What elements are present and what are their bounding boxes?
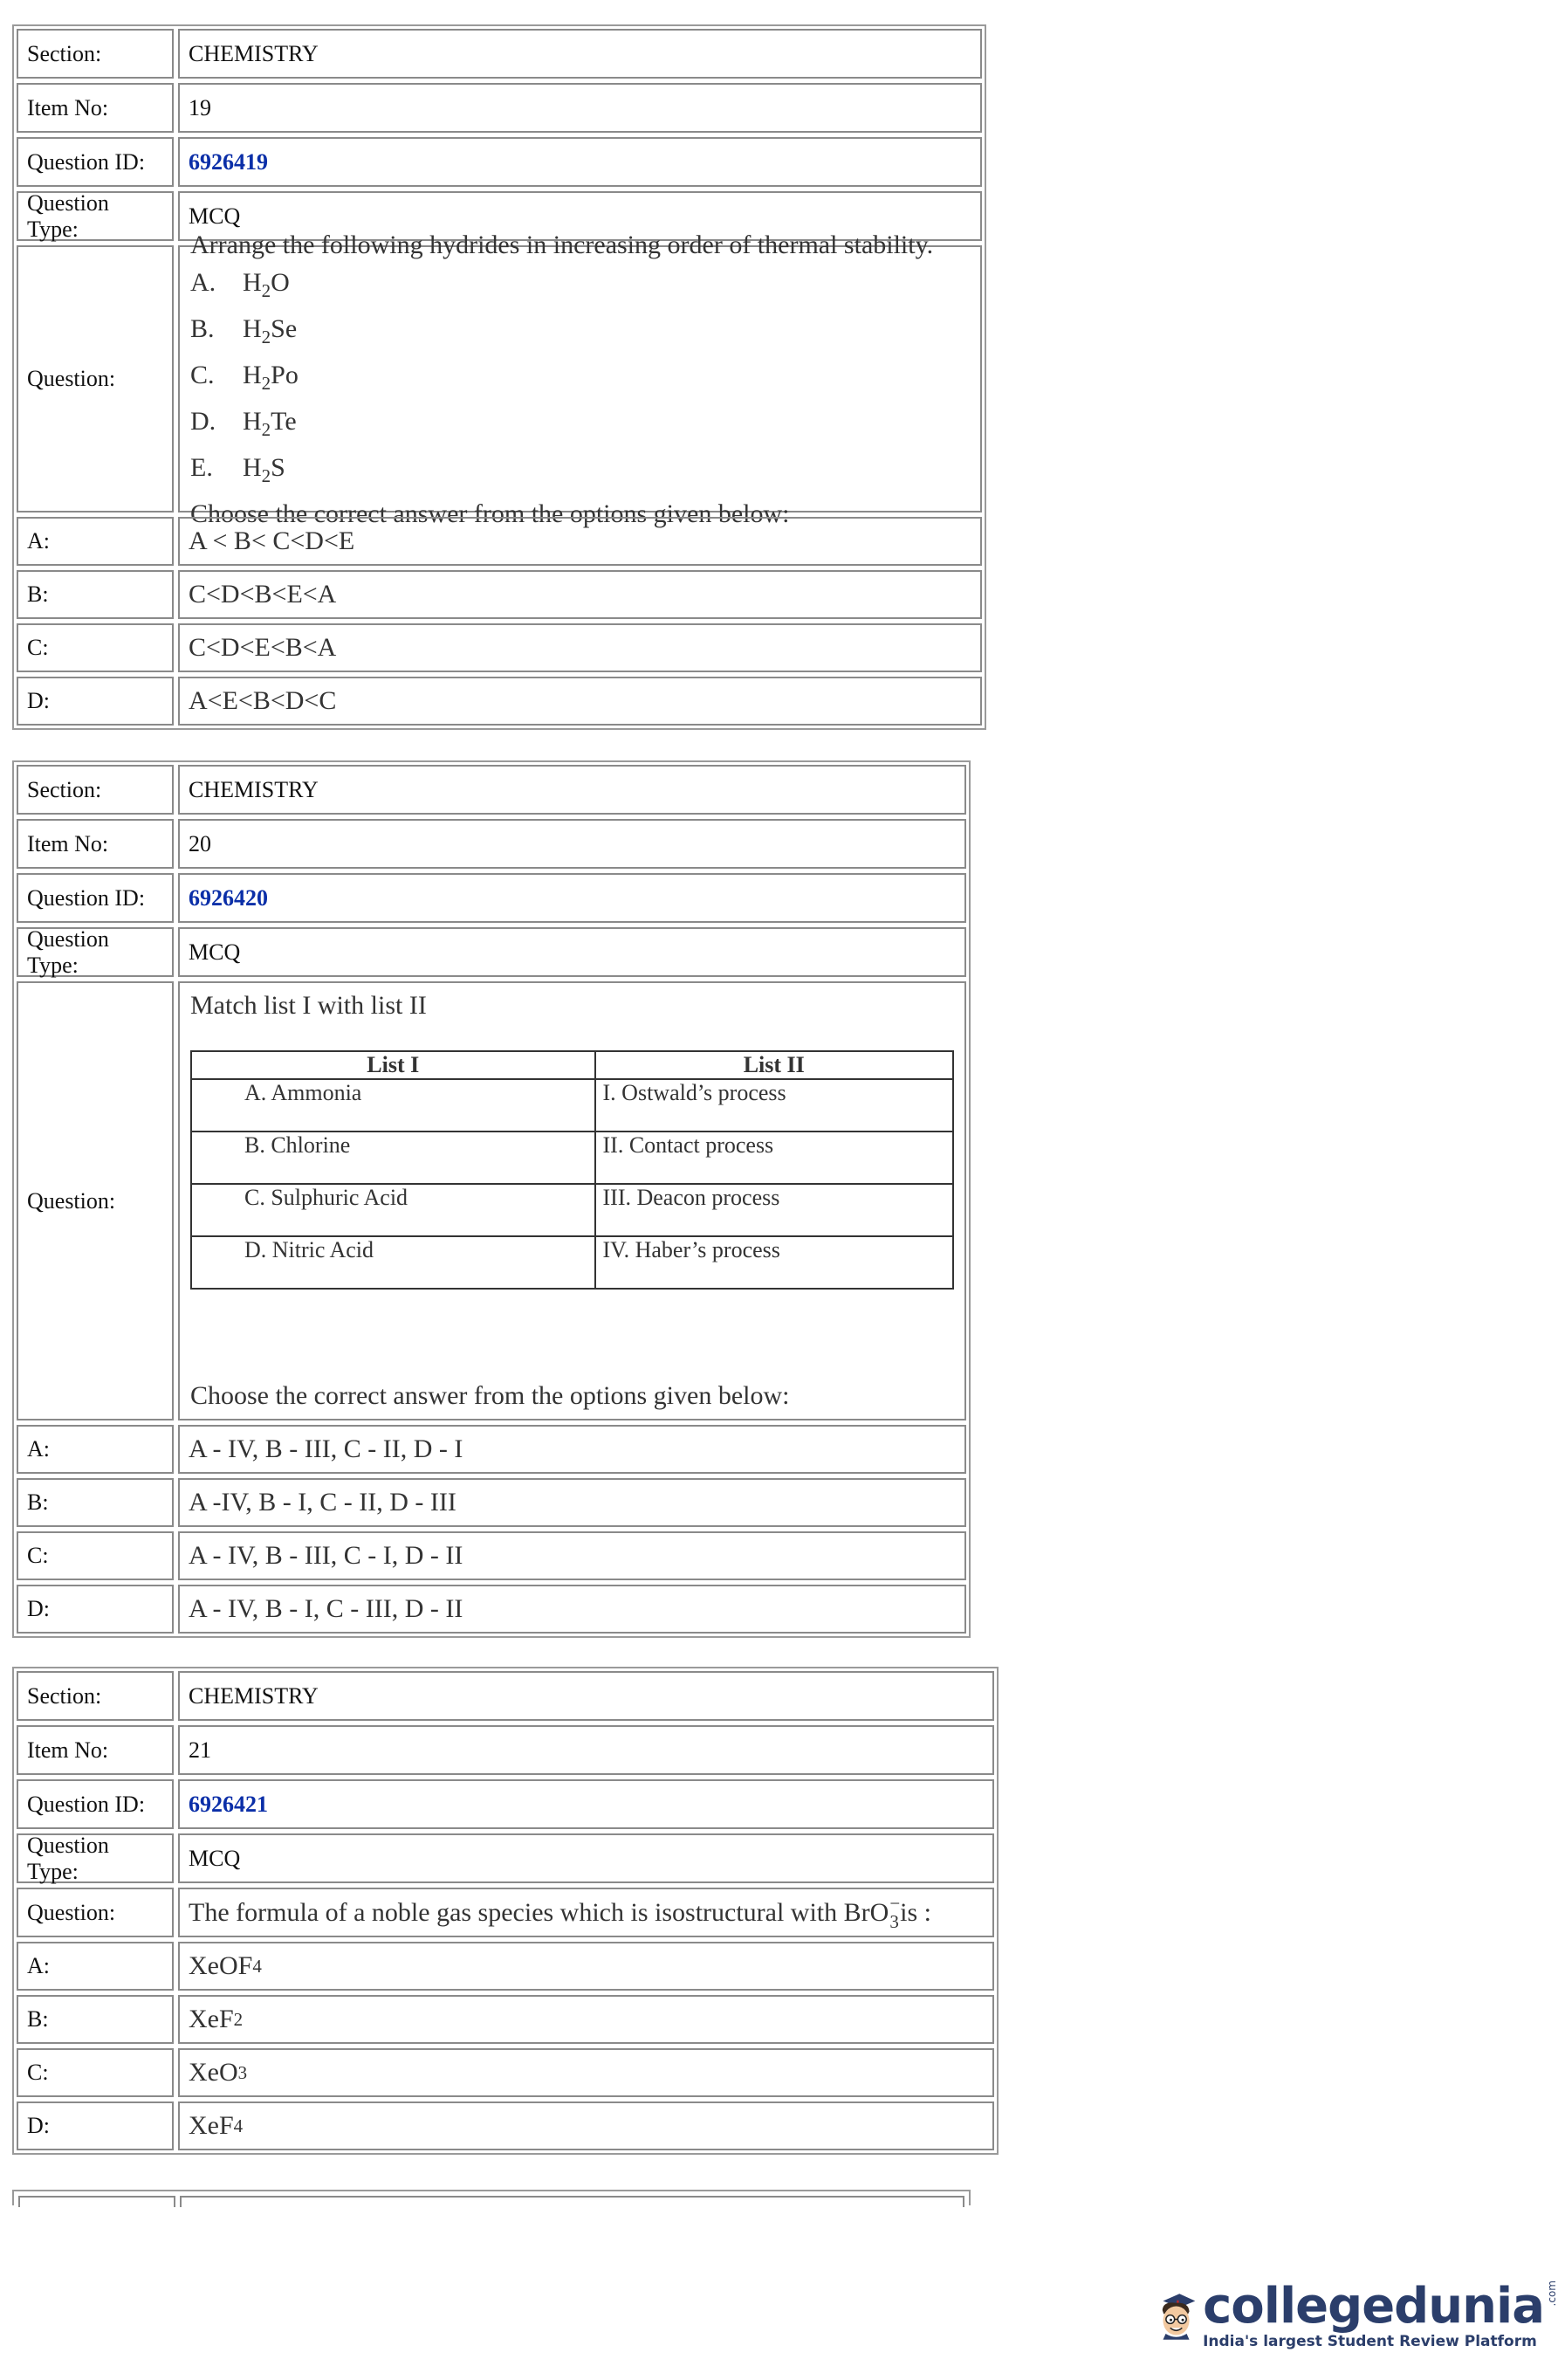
section-label: Section: <box>17 29 174 79</box>
question-card-20 <box>12 760 971 1638</box>
question-text <box>178 230 982 528</box>
table-row <box>191 1079 953 1132</box>
match-list-table <box>190 1050 954 1290</box>
question-id-value: 6926420 <box>178 873 966 923</box>
option-c-label: C: <box>17 623 174 672</box>
item-no-value: 19 <box>178 83 982 133</box>
question-item: B. $H_2Se$ <box>190 313 298 347</box>
question-id-label: Question ID: <box>17 873 174 923</box>
option-a-value: A < B< C<D<E <box>178 517 982 566</box>
question-type-value: MCQ <box>178 927 966 977</box>
brand-com: .com <box>1546 2280 1558 2307</box>
option-c-label: C: <box>17 1531 174 1580</box>
question-id-label: Question ID: <box>17 1779 174 1829</box>
section-label: Section: <box>17 1671 174 1721</box>
option-b-value: A -IV, B - I, C - II, D - III <box>178 1478 966 1527</box>
question-card-21 <box>12 1667 999 2155</box>
question-intro: Match list I with list II <box>190 991 427 1020</box>
list-cell: III. Deacon process <box>595 1184 953 1236</box>
option-c-value: XeO 3 <box>178 2048 994 2097</box>
section-value: CHEMISTRY <box>178 1671 994 1721</box>
item-no-value: 21 <box>178 1725 994 1775</box>
item-no-value: 20 <box>178 819 966 869</box>
option-d-value: XeF 4 <box>178 2101 994 2150</box>
option-c-value: A - IV, B - III, C - I, D - II <box>178 1531 966 1580</box>
list-cell: II. Contact process <box>595 1132 953 1184</box>
option-d-label: D: <box>17 677 174 726</box>
collegedunia-logo <box>1156 2251 1558 2380</box>
option-b-value: C<D<B<E<A <box>178 570 982 619</box>
brand-name: collegedunia <box>1203 2278 1544 2335</box>
section-value: CHEMISTRY <box>178 765 966 815</box>
option-b-label: B: <box>17 1478 174 1527</box>
option-b-value: XeF 2 <box>178 1995 994 2044</box>
question-type-value: MCQ <box>178 191 982 241</box>
option-b-label: B: <box>17 1995 174 2044</box>
question-id-value: 6926421 <box>178 1779 994 1829</box>
section-label: Section: <box>17 765 174 815</box>
table-row <box>191 1236 953 1289</box>
mascot-icon <box>1156 2251 1196 2380</box>
next-question-card-partial <box>12 2190 971 2205</box>
question-item: C. $H_2Po$ <box>190 360 299 394</box>
option-a-value: A - IV, B - III, C - II, D - I <box>178 1425 966 1474</box>
option-a-value: XeOF 4 <box>178 1942 994 1991</box>
question-type-label: Question Type: <box>17 927 174 977</box>
question-text: The formula of a noble gas species which is isostructural with BrO − 3 is : <box>178 1888 994 1937</box>
option-b-label: B: <box>17 570 174 619</box>
list-cell: C. Sulphuric Acid <box>191 1184 595 1236</box>
option-d-label: D: <box>17 1585 174 1634</box>
question-label: Question: <box>17 1888 174 1937</box>
question-type-value: MCQ <box>178 1833 994 1883</box>
option-d-label: D: <box>17 2101 174 2150</box>
question-outro: Choose the correct answer from the options given below: <box>190 1381 790 1410</box>
section-value: CHEMISTRY <box>178 29 982 79</box>
list-cell: B. Chlorine <box>191 1132 595 1184</box>
list-cell: I. Ostwald’s process <box>595 1079 953 1132</box>
item-no-label: Item No: <box>17 83 174 133</box>
question-outro: Choose the correct answer from the options given below: <box>190 499 790 528</box>
item-no-label: Item No: <box>17 1725 174 1775</box>
question-id-value: 6926419 <box>178 137 982 187</box>
option-d-value: A<E<B<D<C <box>178 677 982 726</box>
question-item: A. $H_2O$ <box>190 267 290 301</box>
list-header: List I <box>191 1051 595 1079</box>
list-header: List II <box>595 1051 953 1079</box>
question-item: E. $H_2S$ <box>190 452 285 486</box>
partial-label-cell <box>18 2196 175 2207</box>
question-item: D. $H_2Te$ <box>190 406 297 440</box>
list-cell: A. Ammonia <box>191 1079 595 1132</box>
list-cell: D. Nitric Acid <box>191 1236 595 1289</box>
partial-value-cell <box>180 2196 964 2207</box>
question-label: Question: <box>17 245 174 512</box>
question-card-19 <box>12 24 986 730</box>
question-label: Question: <box>17 981 174 1420</box>
option-c-label: C: <box>17 2048 174 2097</box>
option-d-value: A - IV, B - I, C - III, D - II <box>178 1585 966 1634</box>
option-a-label: A: <box>17 1425 174 1474</box>
question-text <box>178 981 966 1420</box>
option-a-label: A: <box>17 517 174 566</box>
logo-text <box>1203 2280 1558 2350</box>
brand-tagline: India's largest Student Review Platform <box>1203 2333 1537 2350</box>
question-type-label: Question Type: <box>17 191 174 241</box>
option-c-value: C<D<E<B<A <box>178 623 982 672</box>
list-cell: IV. Haber’s process <box>595 1236 953 1289</box>
question-type-label: Question Type: <box>17 1833 174 1883</box>
item-no-label: Item No: <box>17 819 174 869</box>
question-id-label: Question ID: <box>17 137 174 187</box>
option-a-label: A: <box>17 1942 174 1991</box>
table-row <box>191 1132 953 1184</box>
question-intro: Arrange the following hydrides in increasing order of thermal stability. <box>190 230 934 259</box>
table-row <box>191 1184 953 1236</box>
